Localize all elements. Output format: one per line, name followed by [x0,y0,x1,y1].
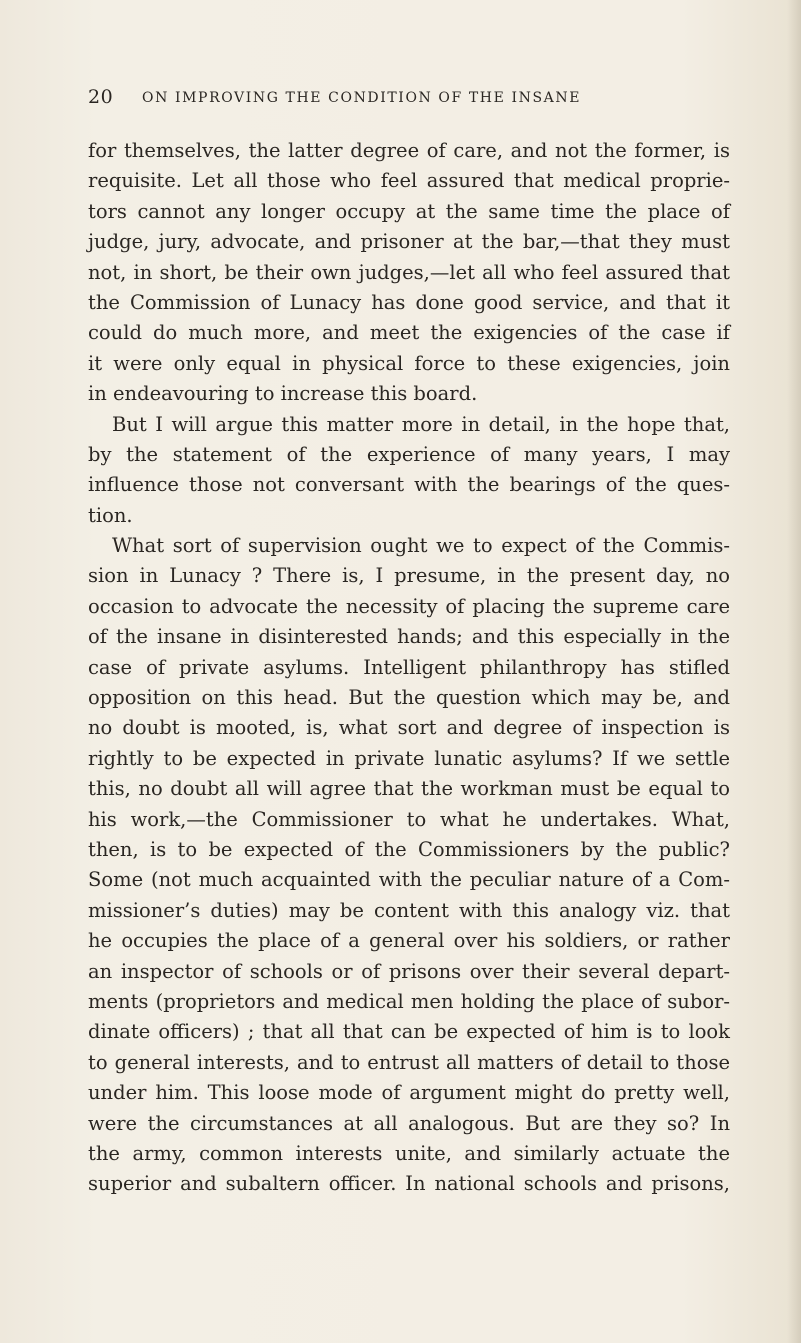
text-line: not, in short, be their own judges,—let all who feel assured that [88,260,730,284]
text-line: of the insane in disinterested hands; and this especially in the [88,625,730,649]
text-line: an inspector of schools or of prisons over their several depart- [88,959,730,983]
text-line: it were only equal in physical force to these exigencies, join [88,351,730,375]
text-line: dinate officers) ; that all that can be expected of him is to look [88,1020,730,1044]
page-edge-shadow [787,0,801,1343]
page-header [88,86,728,116]
text-line: missioner’s duties) may be content with this analogy viz. that [88,898,730,922]
text-line: he occupies the place of a general over his soldiers, or rather [88,929,730,953]
text-line: rightly to be expected in private lunatic asylums? If we settle [88,746,730,770]
text-line: requisite. Let all those who feel assured that medical proprie- [88,169,730,193]
running-title: ON IMPROVING THE CONDITION OF THE INSANE [142,90,582,106]
text-line: occasion to advocate the necessity of placing the supreme care [88,594,730,618]
paragraph-start-line: But I will argue this matter more in detail, in the hope that, [112,412,730,436]
text-line: were the circumstances at all analogous. But are they so? In [88,1111,730,1135]
text-line: tion. [88,503,133,527]
text-line: under him. This loose mode of argument might do pretty well, [88,1081,730,1105]
text-line: then, is to be expected of the Commissioners by the public? [88,837,730,861]
paragraph-start-line: What sort of supervision ought we to expect of the Commis- [112,534,730,558]
text-line: Some (not much acquainted with the peculiar nature of a Com- [88,868,730,892]
text-line: in endeavouring to increase this board. [88,382,478,406]
text-line: to general interests, and to entrust all matters of detail to those [88,1050,730,1074]
body-text [88,136,730,1200]
text-line: his work,—the Commissioner to what he undertakes. What, [88,807,730,831]
page-number: 20 [88,86,114,108]
text-line: opposition on this head. But the question which may be, and [88,686,730,710]
text-line: sion in Lunacy ? There is, I presume, in the present day, no [88,564,730,588]
text-line: influence those not conversant with the bearings of the ques- [88,473,730,497]
text-line: no doubt is mooted, is, what sort and degree of inspection is [88,716,730,740]
text-line: case of private asylums. Intelligent philanthropy has stifled [88,655,730,679]
text-line: judge, jury, advocate, and prisoner at the bar,—that they must [88,230,730,254]
text-line: superior and subaltern officer. In national schools and prisons, [88,1172,730,1196]
text-line: the army, common interests unite, and similarly actuate the [88,1141,730,1165]
text-line: tors cannot any longer occupy at the same time the place of [88,199,730,223]
text-line: could do much more, and meet the exigencies of the case if [88,321,730,345]
text-line: the Commission of Lunacy has done good service, and that it [88,290,730,314]
text-line: ments (proprietors and medical men holding the place of subor- [88,989,730,1013]
text-line: by the statement of the experience of many years, I may [88,442,730,466]
text-line: for themselves, the latter degree of care, and not the former, is [88,139,730,162]
text-line: this, no doubt all will agree that the workman must be equal to [88,777,730,801]
